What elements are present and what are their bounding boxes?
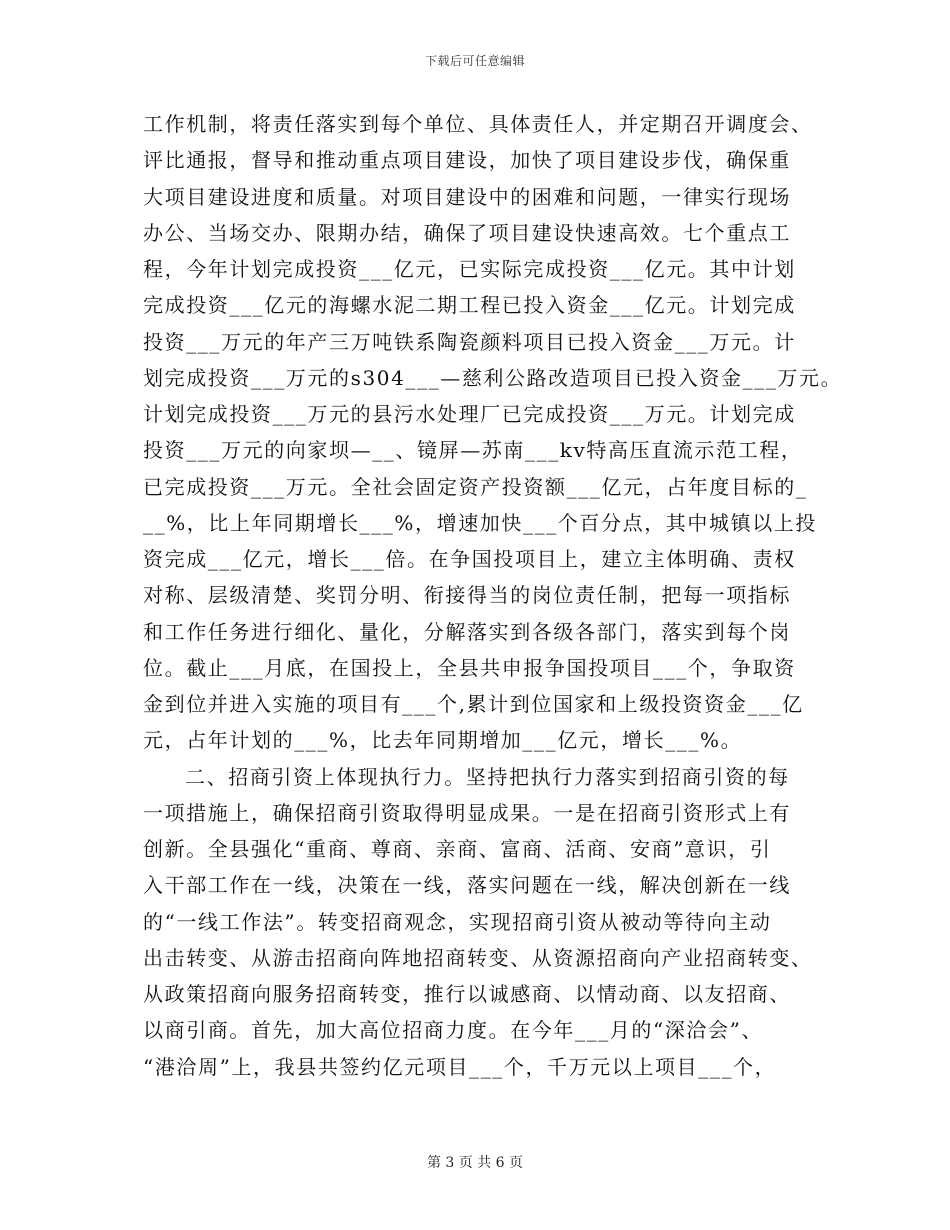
text-line: 入干部工作在一线，决策在一线，落实问题在一线，解决创新在一线 [143,873,791,898]
text-line: 资完成___亿元，增长___倍。在争国投项目上，建立主体明确、责权 [143,547,796,571]
text-line: 出击转变、从游击招商向阵地招商转变、从资源招商向产业招商转变、 [143,945,813,970]
paragraph-start-line: 二、招商引资上体现执行力。坚持把执行力落实到招商引资的每 [185,764,790,789]
text-line: 划完成投资___万元的s304___—慈利公路改造项目已投入资金___万元。 [143,365,843,390]
text-line: 办公、当场交办、限期办结，确保了项目建设快速高效。七个重点工 [143,220,791,245]
text-line: 大项目建设进度和质量。对项目建设中的困难和问题，一律实行现场 [143,184,791,209]
text-line: 一项措施上，确保招商引资取得明显成果。一是在招商引资形式上有 [143,800,791,825]
text-line: __%，比上年同期增长___%，增速加快___个百分点，其中城镇以上投 [143,510,818,535]
text-line: 已完成投资___万元。全社会固定资产投资额___亿元，占年度目标的_ [143,474,808,499]
text-line: 金到位并进入实施的项目有___个,累计到位国家和上级投资资金___亿 [143,692,804,716]
text-line: 计划完成投资___万元的县污水处理厂已完成投资___万元。计划完成 [143,402,796,426]
text-line: 完成投资___亿元的海螺水泥二期工程已投入资金___亿元。计划完成 [143,293,796,318]
text-line: 工作机制，将责任落实到每个单位、具体责任人，并定期召开调度会、 [143,112,813,136]
page-header-note: 下载后可任意编辑 [424,54,525,68]
text-line: 对称、层级清楚、奖罚分明、衔接得当的岗位责任制，把每一项指标 [143,583,791,608]
text-line: 元，占年计划的___%，比去年同期增加___亿元，增长___%。 [143,728,743,753]
document-body [143,106,843,1085]
text-line: 以商引商。首先，加大高位招商力度。在今年___月的“深洽会”、 [143,1018,764,1043]
text-line: 从政策招商向服务招商转变，推行以诚感商、以情动商、以友招商、 [143,982,791,1006]
text-line: 程，今年计划完成投资___亿元，已实际完成投资___亿元。其中计划 [143,257,796,281]
page-number: 第 3 页 共 6 页 [426,1155,524,1171]
text-line: 评比通报，督导和推动重点项目建设，加快了项目建设步伐，确保重 [143,148,791,173]
text-line: 投资___万元的年产三万吨铁系陶瓷颜料项目已投入资金___万元。计 [143,329,796,354]
text-line: 的“一线工作法”。转变招商观念，实现招商引资从被动等待向主动 [143,909,772,934]
text-line: 创新。全县强化“重商、尊商、亲商、富商、活商、安商”意识，引 [143,837,772,861]
text-line: 投资___万元的向家坝—__、镜屏—苏南___kv特高压直流示范工程， [143,438,803,463]
text-line: “港洽周”上，我县共签约亿元项目___个，千万元以上项目___个， [143,1054,777,1079]
text-line: 位。截止___月底，在国投上，全县共申报争国投项目___个，争取资 [143,655,796,680]
text-line: 和工作任务进行细化、量化，分解落实到各级各部门，落实到每个岗 [143,619,791,644]
